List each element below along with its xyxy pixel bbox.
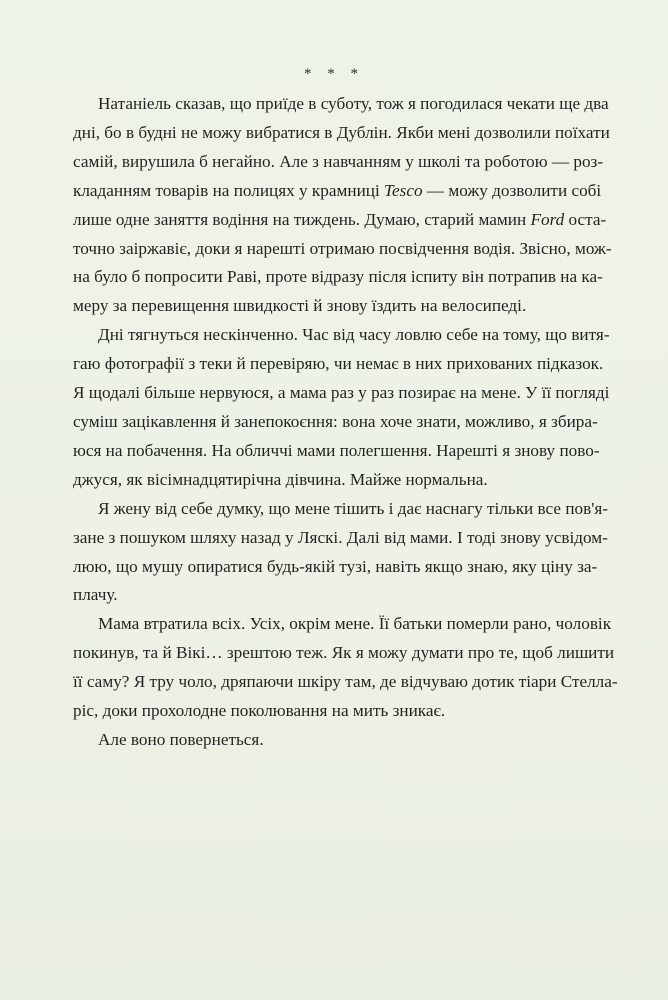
text-line: Дні тягнуться нескінченно. Час від часу ловлю себе на тому, що витя- xyxy=(98,325,610,345)
paragraph-2 xyxy=(73,321,610,494)
text-line: юся на побачення. На обличчі мами полегшення. Нарешті я знову пово- xyxy=(73,440,600,460)
text-segment: кладанням товарів на полицях у крамниці xyxy=(73,180,385,200)
text-line: її саму? Я тру чоло, дряпаючи шкіру там, де відчуваю дотик тіари Стелла- xyxy=(73,672,618,692)
body-text xyxy=(73,90,618,755)
text-line: плачу. xyxy=(73,585,118,605)
section-separator: * * * xyxy=(304,66,364,82)
text-segment: — можу дозволити собі xyxy=(422,180,602,200)
text-line: дні, бо в будні не можу вибратися в Дублін. Якби мені дозволили поїхати xyxy=(73,122,610,142)
text-line: гаю фотографії з теки й перевіряю, чи немає в них прихованих підказок. xyxy=(73,354,604,374)
text-segment: лише одне заняття водіння на тиждень. Думаю, старий мамин xyxy=(73,209,531,229)
text-line: Мама втратила всіх. Усіх, окрім мене. Її батьки померли рано, чоловік xyxy=(98,614,612,634)
text-line: точно заіржавіє, доки я нарешті отримаю посвідчення водія. Звісно, мож- xyxy=(73,238,612,258)
emphasis-tesco: Tesco xyxy=(384,180,423,200)
text-line: на було б попросити Раві, проте відразу після іспиту він потрапив на ка- xyxy=(73,267,603,287)
paragraph-1 xyxy=(73,90,612,321)
paragraph-3 xyxy=(73,495,608,611)
text-line: Натаніель сказав, що приїде в суботу, тож я погодилася чекати ще два xyxy=(98,94,609,113)
text-line-with-emphasis xyxy=(73,206,607,235)
paragraph-5 xyxy=(73,726,595,755)
text-line: джуся, як вісімнадцятирічна дівчина. Майже нормальна. xyxy=(73,469,488,489)
emphasis-ford: Ford xyxy=(530,209,565,229)
text-line: покинув, та й Вікі… зрештою теж. Як я можу думати про те, щоб лишити xyxy=(73,643,615,663)
paragraph-4 xyxy=(73,610,618,726)
text-line: Але воно повернеться. xyxy=(98,729,264,749)
text-line: ріс, доки прохолодне поколювання на мить зникає. xyxy=(73,701,446,721)
text-line: зане з пошуком шляху назад у Ляскі. Далі від мами. І тоді знову усвідом- xyxy=(73,527,608,547)
text-line: люю, що мушу опиратися будь-якій тузі, навіть якщо знаю, яку ціну за- xyxy=(73,556,598,576)
text-line: самій, вирушила б негайно. Але з навчанням у школі та роботою — роз- xyxy=(73,151,604,171)
text-segment: оста- xyxy=(564,209,607,229)
text-line: суміш зацікавлення й занепокоєння: вона хоче знати, можливо, я збира- xyxy=(73,411,598,431)
text-line: Я жену від себе думку, що мене тішить і дає наснагу тільки все пов'я- xyxy=(98,498,608,518)
text-line: меру за перевищення швидкості й знову їздить на велосипеді. xyxy=(73,296,527,316)
text-line: Я щодалі більше нервуюся, а мама раз у раз позирає на мене. У її погляді xyxy=(73,383,610,403)
text-line-with-emphasis xyxy=(73,177,602,206)
